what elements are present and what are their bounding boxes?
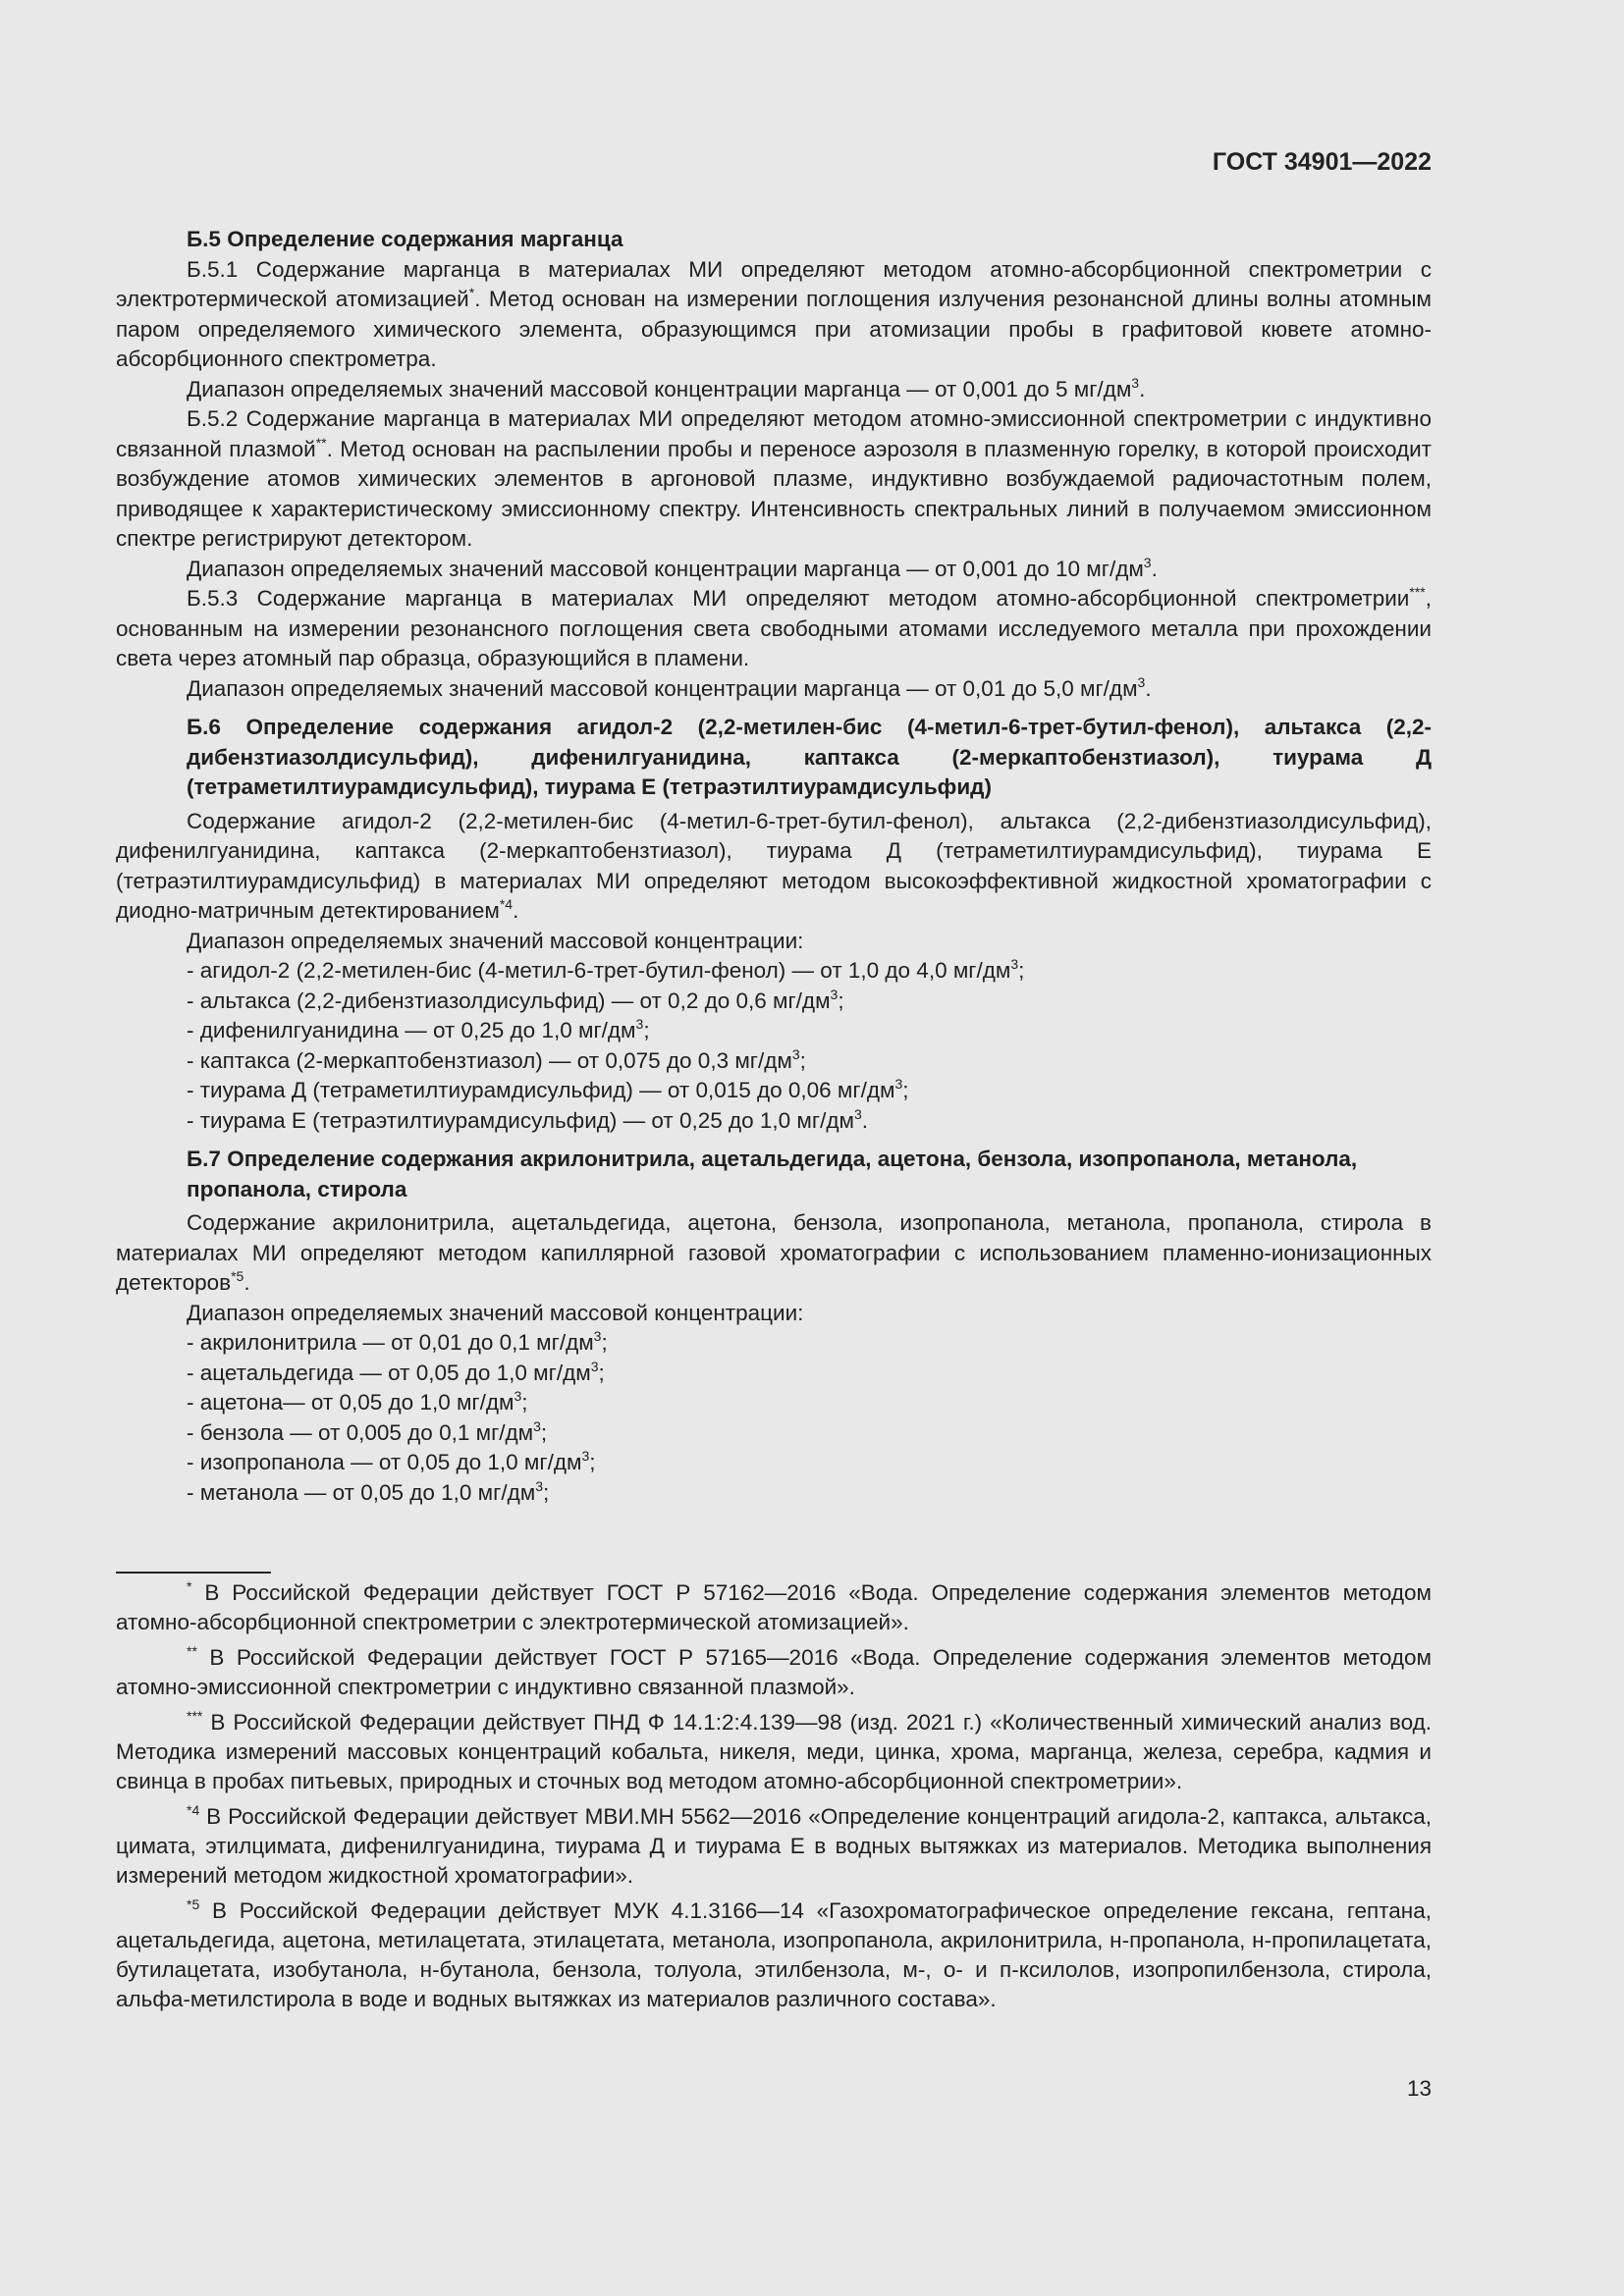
section-b5-3-paragraph: Б.5.3 Содержание марганца в материалах МИ определяют методом атомно-абсорбционной спектрометрии***, основанным на измерении резонансного поглощения света свободными атомами исследуемого металла при прохождении света через атомный пар образца, образующийся в пламени.: [116, 584, 1432, 670]
section-b6-range-intro: Диапазон определяемых значений массовой концентрации:: [187, 928, 804, 953]
section-b5-range-2: Диапазон определяемых значений массовой концентрации марганца — от 0,001 до 10 $мг/дм^3$.: [187, 554, 1158, 581]
section-b5-range-1: Диапазон определяемых значений массовой концентрации марганца — от 0,001 до 5 $мг/дм^3$.: [187, 374, 1146, 401]
section-b7-paragraph: Содержание акрилонитрила, ацетальдегида, ацетона, бензола, изопропанола, метанола, пропанола, стирола в материалах МИ определяют методом капиллярной газовой хроматографии с использованием пламенно-ионизационных детекторов$^{*5}$.: [116, 1210, 1432, 1295]
page-number: 13: [1406, 2076, 1432, 2101]
footnote-ref: **: [315, 434, 327, 451]
list-item: - акрилонитрила — от 0,01 до 0,1 $мг/дм^3$;: [187, 1328, 608, 1355]
section-b5-1-paragraph: Б.5.1 Содержание марганца в материалах МИ определяют методом атомно-абсорбционной спектрометрии с электротермической атомизацией*. Метод основан на измерении поглощения излучения резонансной длины волны атомным паром определяемого химического элемента, образующимся при атомизации пробы в графитовой кювете атомно-абсорбционного спектрометра.: [116, 256, 1432, 371]
list-item: - тиурама Е (тетраэтилтиурамдисульфид) — от 0,25 до 1,0 $мг/дм^3$.: [187, 1105, 869, 1133]
footnotes: [116, 1578, 1432, 2020]
footnote-ref: *: [468, 285, 475, 300]
list-item: - бензола — от 0,005 до 0,1 $мг/дм^3$;: [187, 1417, 548, 1445]
list-item: - ацетальдегида — от 0,05 до 1,0 $мг/дм^3$;: [187, 1358, 605, 1385]
footnote-3: *** В Российской Федерации действует ПНД Ф 14.1:2:4.139—98 (изд. 2021 г.) «Количественный химический анализ вод. Методика измерений массовых концентраций кобальта, никеля, меди, цинка, хрома, марганца, железа, серебра, кадмия и свинца в пробах питьевых, природных и сточных вод методом атомно-абсорбционной спектрометрии».: [116, 1708, 1432, 1793]
footnote-5: $^{*5}$ В Российской Федерации действует МУК 4.1.3166—14 «Газохроматографическое определение гексана, гептана, ацетальдегида, ацетона, метилацетата, этилацетата, метанола, изопропанола, акрилонитрила, н-пропанола, н-пропилацетата, бутилацетата, изобутанола, н-бутанола, бензола, толуола, этилбензола, м-, о- и п-ксилолов, изопропилбензола, стирола, альфа-метилстирола в воде и водных вытяжках из материалов различного состава».: [116, 1896, 1432, 2011]
document-id-header: ГОСТ 34901—2022: [1212, 148, 1432, 176]
list-item: - альтакса (2,2-дибензтиазолдисульфид) — от 0,2 до 0,6 $мг/дм^3$;: [187, 986, 844, 1013]
section-b6-range-list: [116, 956, 1432, 1136]
footnote-ref: ***: [1409, 584, 1426, 600]
section-b7-title: Б.7 Определение содержания акрилонитрила, ацетальдегида, ацетона, бензола, изопропанола, метанола, пропанола, стирола: [187, 1147, 1358, 1201]
footnote-ref: *5: [231, 1268, 244, 1284]
section-b7-range-intro: Диапазон определяемых значений массовой концентрации:: [187, 1300, 804, 1325]
footnote-1: * В Российской Федерации действует ГОСТ Р 57162—2016 «Вода. Определение содержания элементов методом атомно-абсорбционной спектрометрии с электротермической атомизацией».: [116, 1578, 1432, 1634]
document-body: [116, 225, 1432, 1508]
list-item: - агидол-2 (2,2-метилен-бис (4-метил-6-трет-бутил-фенол) — от 1,0 до 4,0 $мг/дм^3$;: [187, 956, 1025, 983]
section-b5-2-paragraph: Б.5.2 Содержание марганца в материалах МИ определяют методом атомно-эмиссионной спектрометрии с индуктивно связанной плазмой**. Метод основан на распылении пробы и переносе аэрозоля в плазменную горелку, в которой происходит возбуждение атомов химических элементов в аргоновой плазме, индуктивно возбуждаемой радиочастотным полем, приводящее к характеристическому эмиссионному спектру. Интенсивность спектральных линий в получаемом эмиссионном спектре регистрируют детектором.: [116, 406, 1432, 551]
section-b6-title: Б.6 Определение содержания агидол-2 (2,2-метилен-бис (4-метил-6-трет-бутил-фенол), альтакса (2,2-дибензтиазолдисульфид), дифенилгуанидина, каптакса (2-меркаптобензтиазол), тиурама Д (тетраметилтиурамдисульфид), тиурама Е (тетраэтилтиурамдисульфид): [187, 715, 1432, 799]
list-item: - тиурама Д (тетраметилтиурамдисульфид) — от 0,015 до 0,06 $мг/дм^3$;: [187, 1076, 909, 1102]
section-b6-paragraph: Содержание агидол-2 (2,2-метилен-бис (4-метил-6-трет-бутил-фенол), альтакса (2,2-дибензтиазолдисульфид), дифенилгуанидина, каптакса (2-меркаптобензтиазол), тиурама Д (тетраметилтиурамдисульфид), тиурама Е (тетраэтилтиурамдисульфид) в материалах МИ определяют методом высокоэффективной жидкостной хроматографии с диодно-матричным детектированием$^{*4}$.: [116, 808, 1432, 923]
section-b5-range-3: Диапазон определяемых значений массовой концентрации марганца — от 0,01 до 5,0 $мг/дм^3$.: [187, 673, 1152, 701]
list-item: - изопропанола — от 0,05 до 1,0 $мг/дм^3$;: [187, 1448, 596, 1474]
footnote-ref: *4: [499, 896, 514, 912]
section-b7-range-list: [116, 1328, 1432, 1508]
footnote-4: $^{*4}$ В Российской Федерации действует МВИ.МН 5562—2016 «Определение концентраций агидола-2, каптакса, альтакса, цимата, этилцимата, дифенилгуанидина, тиурама Д и тиурама Е в водных вытяжках из материалов. Методика выполнения измерений методом жидкостной хроматографии».: [116, 1802, 1432, 1888]
list-item: - каптакса (2-меркаптобензтиазол) — от 0,075 до 0,3 $мг/дм^3$;: [187, 1045, 806, 1073]
footnote-2: ** В Российской Федерации действует ГОСТ Р 57165—2016 «Вода. Определение содержания элементов методом атомно-эмиссионной спектрометрии с индуктивно связанной плазмой».: [116, 1643, 1432, 1699]
footnote-divider: [116, 1572, 271, 1574]
list-item: - ацетона— от 0,05 до 1,0 $мг/дм^3$;: [187, 1388, 528, 1415]
section-b5-title: Б.5 Определение содержания марганца: [187, 227, 623, 251]
list-item: - дифенилгуанидина — от 0,25 до 1,0 $мг/дм^3$;: [187, 1016, 650, 1042]
list-item: - метанола — от 0,05 до 1,0 $мг/дм^3$;: [187, 1477, 550, 1505]
